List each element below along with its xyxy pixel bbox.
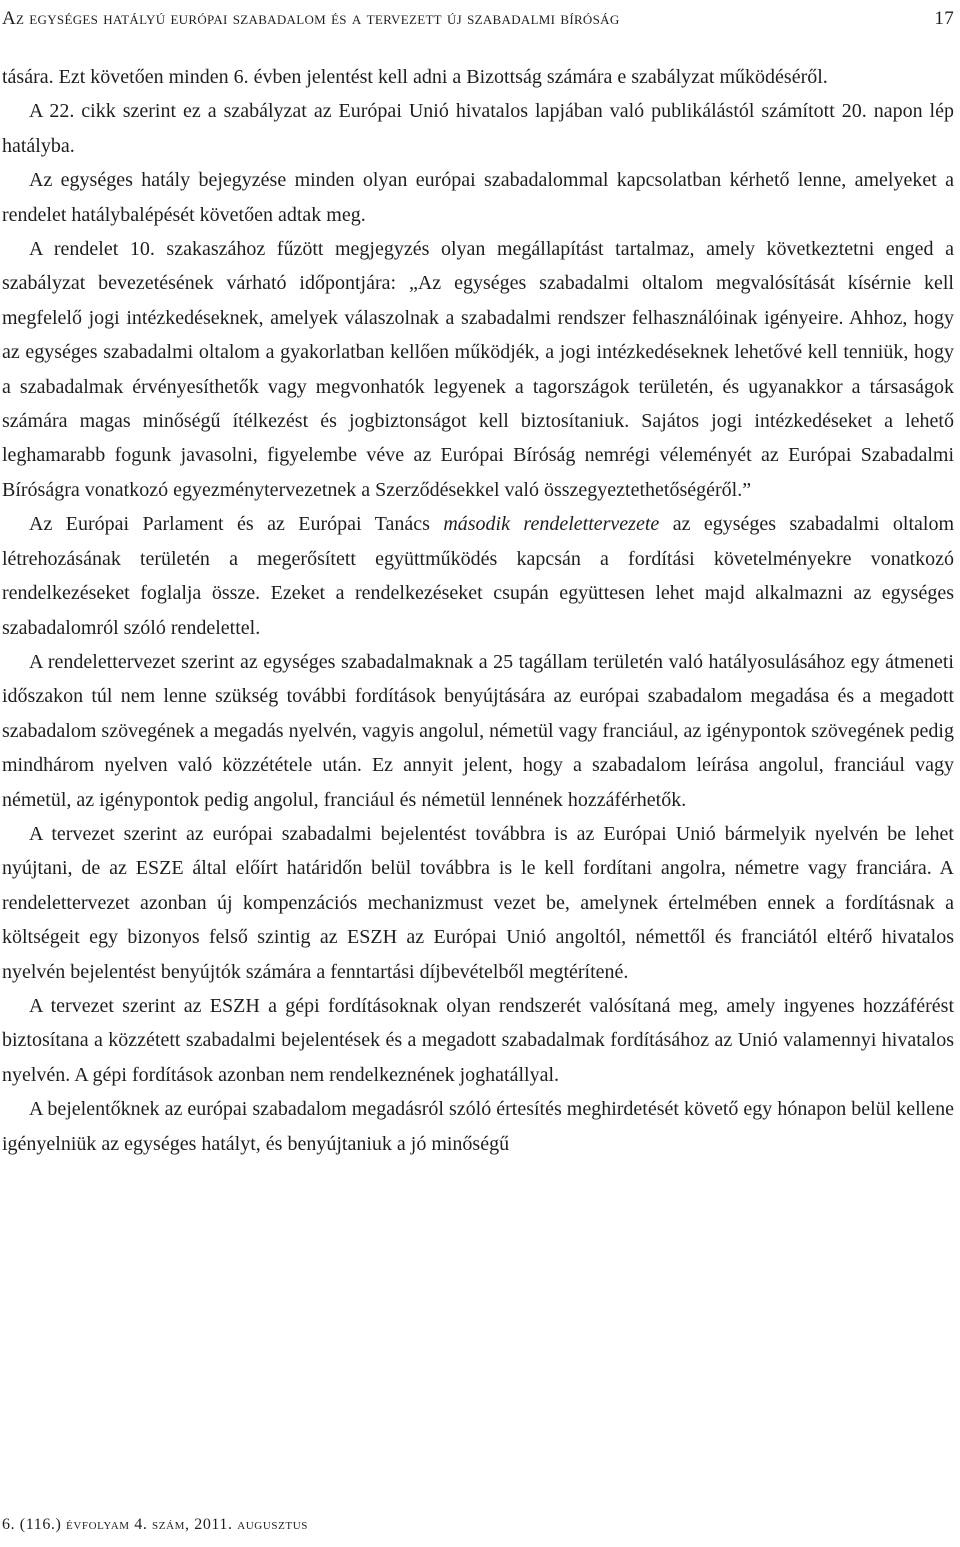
paragraph-continuation: tására. Ezt követően minden 6. évben jelentést kell adni a Bizottság számára e szabályzat működéséről.: [2, 66, 828, 88]
paragraph-translation-requirements: A rendelettervezet szerint az egységes szabadalmaknak a 25 tagállam területén való hatályosulásához egy átmeneti időszakon túl nem lenne szükség további fordítások benyújtására az európai szabadalom megadása és a megadott szabadalom szövegének a megadás nyelvén, vagyis angolul, németül vagy franciául, az igénypontok szövegének pedig mindhárom nyelven való közzététele után. Ez annyit jelent, hogy a szabadalom leírása angolul, franciául vagy németül, az igénypontok pedig angolul, franciául és németül lennének hozzáférhetők.: [2, 650, 954, 811]
paragraph-second-regulation: [2, 507, 954, 645]
p5-after: az egységes szabadalmi oltalom létrehozásának területén a megerősített együttműködés kapcsán a fordítási követelményekre vonatkozó rendelkezéseket foglalja össze. Ezeket a rendelkezéseket csupán együttesen lehet majd alkalmazni az egységes szabadalomról szóló rendelettel.: [2, 513, 955, 639]
paragraph-entry-into-force: A 22. cikk szerint ez a szabályzat az Európai Unió hivatalos lapjában való publikálástól számított 20. napon lép hatályba.: [2, 100, 954, 157]
page-number: 17: [934, 8, 954, 29]
paragraph-machine-translation: A tervezet szerint az ESZH a gépi fordításoknak olyan rendszerét valósítaná meg, amely ingyenes hozzáférést biztosítana a közzétett szabadalmi bejelentések és a megadott szabadalmak fordításához az Unió valamennyi hivatalos nyelvén. A gépi fordítások azonban nem rendelkeznének joghatállyal.: [2, 994, 954, 1086]
paragraph-request-deadline: A bejelentőknek az európai szabadalom megadásról szóló értesítés meghirdetését követő egy hónapon belül kellene igényelniük az egységes hatályt, és benyújtaniuk a jó minőségű: [2, 1098, 954, 1155]
p5-emphasis: második rendelettervezete: [443, 513, 660, 536]
paragraph-article-10-note: A rendelet 10. szakaszához fűzött megjegyzés olyan megállapítást tartalmaz, amely következtetni enged a szabályzat bevezetésének várható időpontjára: „Az egységes szabadalmi oltalom megvalósítását kísérnie kell megfelelő jogi intézkedéseknek, amelyek válaszolnak a szabadalmi rendszer felhasználóinak igényeire. Ahhoz, hogy az egységes szabadalmi oltalom a gyakorlatban kellően működjék, a jogi intézkedéseknek lehetővé kell tenniük, hogy a szabadalmak érvényesíthetők vagy megvonhatók legyenek a tagországok területén, és ugyanakkor a társaságok számára magas minőségű ítélkezést és jogbiztonságot kell biztosítaniuk. Sajátos jogi intézkedéseket a lehető leghamarabb fogunk javasolni, figyelembe véve az Európai Bíróság nemrégi véleményét az Európai Szabadalmi Bíróságra vonatkozó egyezménytervezetnek a Szerződésekkel való összegyeztethetőségéről.”: [2, 238, 954, 501]
running-header: [2, 4, 954, 34]
body-text: [2, 60, 954, 1161]
paragraph-filing-language: A tervezet szerint az európai szabadalmi bejelentést továbbra is az Európai Unió bármelyik nyelvén be lehet nyújtani, de az ESZE által előírt határidőn belül továbbra is le kell fordítani angolra, németre vagy franciára. A rendelettervezet azonban új kompenzációs mechanizmust vezet be, amelynek értelmében ennek a fordításnak a költségeit egy bizonyos felső szintig az ESZH az Európai Unió angoltól, némettől és franciától eltérő hivatalos nyelvén bejelentést benyújtók számára a fenntartási díjbevételből megtérítené.: [2, 822, 954, 983]
paragraph-unitary-effect: Az egységes hatály bejegyzése minden olyan európai szabadalommal kapcsolatban kérhető lenne, amelyeket a rendelet hatálybalépését követően adtak meg.: [2, 169, 954, 226]
p5-before: Az Európai Parlament és az Európai Tanács: [29, 513, 444, 536]
issue-footer: 6. (116.) évfolyam 4. szám, 2011. augusztus: [2, 1516, 309, 1533]
running-title: Az egységes hatályú európai szabadalom és a tervezett új szabadalmi bíróság: [2, 8, 620, 29]
